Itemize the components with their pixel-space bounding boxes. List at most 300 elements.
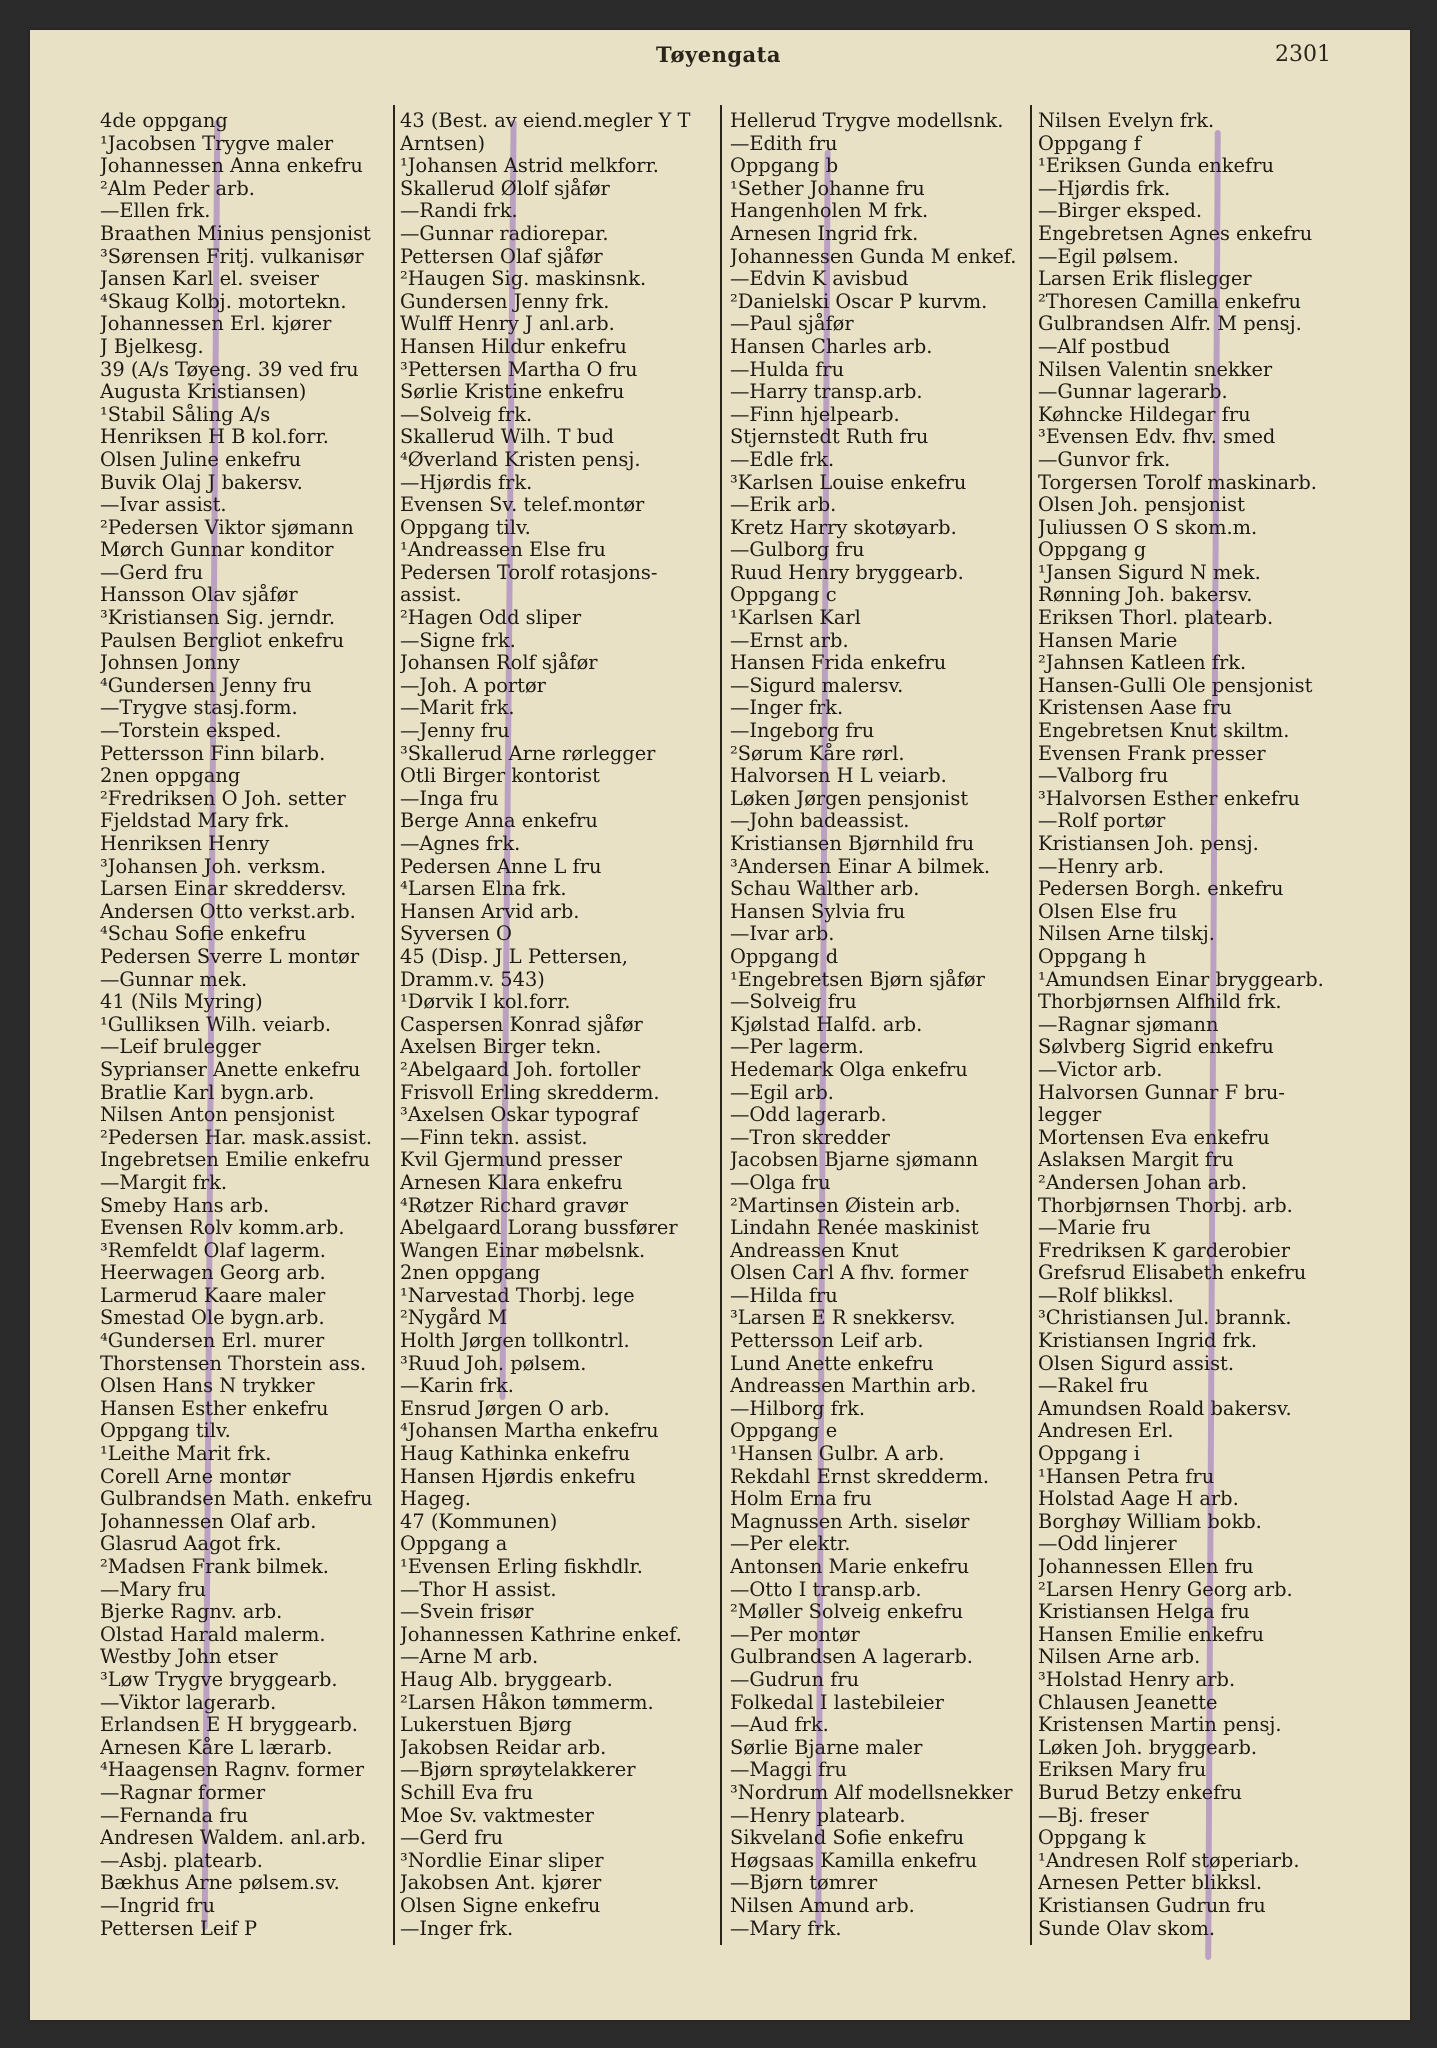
directory-entry: ⁴Schau Sofie enkefru (100, 923, 307, 946)
directory-entry: —Maggi fru (730, 1759, 847, 1782)
directory-entry: Skallerud Ølolf sjåfør (400, 177, 610, 200)
directory-entry: ²Abelgaard Joh. fortoller (400, 1058, 641, 1081)
directory-entry: —Bjørn tømrer (730, 1872, 878, 1895)
directory-entry: Borghøy William bokb. (1038, 1510, 1262, 1533)
directory-entry: Andreassen Knut (730, 1239, 899, 1262)
directory-entry: Oppgang a (400, 1533, 508, 1556)
directory-entry: Lund Anette enkefru (730, 1352, 934, 1375)
directory-entry: —Hilborg frk. (730, 1397, 865, 1420)
directory-entry: Pedersen Torolf rotasjons- (400, 561, 658, 584)
directory-entry: Ingebretsen Emilie enkefru (100, 1149, 370, 1172)
directory-entry: Nilsen Arne tilskj. (1038, 923, 1215, 946)
directory-entry: Chlausen Jeanette (1038, 1691, 1218, 1714)
directory-entry: ³Remfeldt Olaf lagerm. (100, 1239, 326, 1262)
directory-entry: —Ragnar former (100, 1781, 266, 1804)
directory-entry: —Ernst arb. (730, 629, 849, 652)
directory-entry: —Ingrid fru (100, 1894, 215, 1917)
directory-entry: —Per elektr. (730, 1533, 851, 1556)
directory-entry: Engebretsen Agnes enkefru (1038, 222, 1313, 245)
directory-entry: Smestad Ole bygn.arb. (100, 1307, 325, 1330)
directory-entry: Halvorsen Gunnar F bru- (1038, 1081, 1285, 1104)
directory-entry: Løken Jørgen pensjonist (730, 787, 969, 810)
directory-entry: Olsen Carl A fhv. former (730, 1262, 969, 1285)
directory-entry: —Odd linjerer (1038, 1533, 1177, 1556)
directory-entry: Lukerstuen Bjørg (400, 1714, 572, 1737)
directory-entry: Thorstensen Thorstein ass. (100, 1352, 367, 1375)
directory-entry: Ensrud Jørgen O arb. (400, 1397, 610, 1420)
directory-entry: assist. (400, 584, 462, 607)
directory-entry: ³Karlsen Louise enkefru (730, 471, 967, 494)
directory-entry: 2nen oppgang (100, 765, 241, 788)
directory-entry: —Victor arb. (1038, 1058, 1163, 1081)
directory-entry: Moe Sv. vaktmester (400, 1804, 594, 1827)
directory-entry: —Gunnar radiorepar. (400, 222, 609, 245)
directory-entry: —Olga fru (730, 1171, 831, 1194)
directory-entry: —Solveig frk. (400, 403, 533, 426)
directory-entry: —Gudrun fru (730, 1668, 860, 1691)
directory-entry: Pettersson Finn bilarb. (100, 742, 326, 765)
directory-entry: —Edith fru (730, 132, 838, 155)
directory-entry: Sikveland Sofie enkefru (730, 1827, 965, 1850)
directory-entry: —Tron skredder (730, 1126, 890, 1149)
directory-entry: Hansen Charles arb. (730, 335, 933, 358)
directory-entry: —Inga fru (400, 787, 499, 810)
directory-entry: Hansen Hildur enkefru (400, 335, 627, 358)
directory-entry: ¹Johansen Astrid melkforr. (400, 155, 659, 178)
directory-entry: Oppgang d (730, 945, 839, 968)
directory-entry: —Inger frk. (400, 1917, 514, 1940)
directory-entry: Sørlie Kristine enkefru (400, 381, 625, 404)
directory-entry: ²Nygård M (400, 1307, 508, 1330)
directory-entry: Kristensen Aase fru (1038, 697, 1232, 720)
directory-entry: Wulff Henry J anl.arb. (400, 313, 615, 336)
directory-entry: —Fernanda fru (100, 1804, 249, 1827)
directory-entry: Olsen Hans N trykker (100, 1375, 315, 1398)
directory-entry: Oppgang g (1038, 539, 1147, 562)
directory-entry: Stjernstedt Ruth fru (730, 426, 929, 449)
directory-entry: —Gulborg fru (730, 539, 865, 562)
directory-entry: —Leif brulegger (100, 1036, 261, 1059)
directory-entry: —Asbj. platearb. (100, 1849, 263, 1872)
directory-entry: —Gerd fru (100, 561, 204, 584)
directory-entry: Gulbrandsen A lagerarb. (730, 1646, 973, 1669)
directory-entry: Eriksen Mary fru (1038, 1759, 1207, 1782)
directory-entry: Frisvoll Erling skredderm. (400, 1081, 660, 1104)
directory-entry: Pedersen Sverre L montør (100, 945, 360, 968)
directory-entry: Dramm.v. 543) (400, 968, 545, 991)
directory-entry: Hansen Esther enkefru (100, 1397, 329, 1420)
directory-entry: —Karin frk. (400, 1375, 514, 1398)
directory-entry: Folkedal I lastebileier (730, 1691, 944, 1714)
directory-entry: ²Larsen Håkon tømmerm. (400, 1691, 654, 1714)
directory-entry: Johannessen Gunda M enkef. (730, 245, 1017, 268)
directory-entry: Olsen Signe enkefru (400, 1894, 601, 1917)
directory-entry: Johannessen Anna enkefru (100, 155, 363, 178)
directory-entry: —Edvin K avisbud (730, 268, 909, 291)
directory-entry: Hansen Hjørdis enkefru (400, 1465, 636, 1488)
directory-entry: Wangen Einar møbelsnk. (400, 1239, 646, 1262)
column-4 (1038, 110, 1378, 1940)
directory-entry: Ruud Henry bryggearb. (730, 561, 964, 584)
directory-entry: Rønning Joh. bakersv. (1038, 584, 1253, 607)
directory-entry: Johansen Rolf sjåfør (400, 652, 598, 675)
directory-entry: ¹Gulliksen Wilh. veiarb. (100, 1013, 332, 1036)
directory-entry: Amundsen Roald bakersv. (1038, 1397, 1292, 1420)
directory-entry: Mortensen Eva enkefru (1038, 1126, 1270, 1149)
directory-entry: Bækhus Arne pølsem.sv. (100, 1872, 340, 1895)
directory-entry: Grefsrud Elisabeth enkefru (1038, 1262, 1307, 1285)
directory-entry: Buvik Olaj J bakersv. (100, 471, 303, 494)
directory-entry: —Joh. A portør (400, 674, 546, 697)
directory-entry: 2nen oppgang (400, 1262, 541, 1285)
directory-entry: Jakobsen Reidar arb. (400, 1736, 607, 1759)
directory-entry: ⁴Øverland Kristen pensj. (400, 448, 641, 471)
directory-entry: Nilsen Arne arb. (1038, 1646, 1201, 1669)
directory-entry: Fredriksen K garderobier (1038, 1239, 1290, 1262)
directory-entry: Lindahn Renée maskinist (730, 1217, 979, 1240)
directory-entry: Jansen Karl el. sveiser (100, 268, 319, 291)
directory-entry: Hageg. (400, 1488, 471, 1511)
directory-entry: Hangenholen M frk. (730, 200, 929, 223)
directory-entry: Oppgang i (1038, 1443, 1140, 1466)
directory-entry: ⁴Johansen Martha enkefru (400, 1420, 659, 1443)
directory-entry: Oppgang c (730, 584, 837, 607)
directory-entry: Johannessen Ellen fru (1038, 1556, 1254, 1578)
directory-entry: ⁴Gundersen Erl. murer (100, 1330, 325, 1353)
directory-entry: Pettersson Leif arb. (730, 1330, 924, 1353)
directory-entry: —Aud frk. (730, 1714, 829, 1737)
directory-entry: Heerwagen Georg arb. (100, 1262, 326, 1285)
directory-entry: ²Thoresen Camilla enkefru (1038, 290, 1301, 313)
directory-entry: ¹Stabil Såling A/s (100, 403, 271, 426)
directory-entry: ⁴Larsen Elna frk. (400, 878, 567, 901)
directory-entry: Jacobsen Bjarne sjømann (730, 1149, 979, 1172)
directory-entry: Magnussen Arth. siselør (730, 1510, 970, 1533)
directory-entry: ²Larsen Henry Georg arb. (1038, 1578, 1293, 1601)
column-3 (730, 110, 1070, 1940)
directory-entry: —Ivar arb. (730, 923, 835, 946)
directory-entry: ²Madsen Frank bilmek. (100, 1556, 329, 1578)
directory-entry: —Arne M arb. (400, 1646, 539, 1669)
directory-entry: ³Larsen E R snekkersv. (730, 1307, 956, 1330)
directory-entry: Olsen Else fru (1038, 900, 1178, 923)
directory-entry: Olsen Sigurd assist. (1038, 1352, 1234, 1375)
directory-entry: —Henry platearb. (730, 1804, 906, 1827)
directory-entry: ²Hagen Odd sliper (400, 607, 582, 630)
directory-entry: —Egil pølsem. (1038, 245, 1179, 268)
directory-entry: ⁴Skaug Kolbj. motortekn. (100, 290, 347, 313)
directory-entry: ³Sørensen Fritj. vulkanisør (100, 245, 364, 268)
directory-entry: —Solveig fru (730, 991, 857, 1014)
directory-entry: —Rolf portør (1038, 810, 1166, 833)
directory-entry: ³Johansen Joh. verksm. (100, 855, 327, 878)
directory-entry: Berge Anna enkefru (400, 810, 598, 833)
directory-entry: Antonsen Marie enkefru (730, 1556, 970, 1578)
directory-entry: —Egil arb. (730, 1081, 834, 1104)
directory-entry: Oppgang e (730, 1420, 838, 1443)
directory-entry: ²Pedersen Har. mask.assist. (100, 1126, 372, 1149)
directory-entry: ³Holstad Henry arb. (1038, 1668, 1236, 1691)
directory-entry: Høgsaas Kamilla enkefru (730, 1849, 978, 1872)
directory-entry: Hansen Marie (1038, 629, 1178, 652)
directory-entry: —Ivar assist. (100, 494, 227, 517)
directory-entry: Thorbjørnsen Thorbj. arb. (1038, 1194, 1293, 1217)
directory-entry: Kretz Harry skotøyarb. (730, 516, 957, 539)
directory-entry: Juliussen O S skom.m. (1038, 516, 1258, 539)
directory-entry: Schau Walther arb. (730, 878, 920, 901)
directory-entry: Westby John etser (100, 1646, 278, 1669)
directory-entry: Syversen O (400, 923, 512, 946)
directory-entry: Johannessen Olaf arb. (100, 1510, 317, 1533)
directory-entry: —Svein frisør (400, 1601, 534, 1624)
directory-entry: —Edle frk. (730, 448, 835, 471)
directory-entry: ¹Amundsen Einar bryggearb. (1038, 968, 1324, 991)
directory-entry: —Rolf blikksl. (1038, 1284, 1174, 1307)
directory-entry: —Finn tekn. assist. (400, 1126, 588, 1149)
directory-entry: Oppgang k (1038, 1827, 1146, 1850)
directory-entry: ²Haugen Sig. maskinsnk. (400, 268, 647, 291)
directory-entry: Johannessen Kathrine enkef. (400, 1623, 682, 1646)
directory-entry: Jakobsen Ant. kjører (400, 1872, 602, 1895)
directory-entry: Halvorsen H L veiarb. (730, 765, 947, 788)
directory-entry: ³Pettersen Martha O fru (400, 358, 638, 381)
directory-entry: Hellerud Trygve modellsnk. (730, 110, 1004, 132)
directory-entry: ¹Hansen Petra fru (1038, 1465, 1215, 1488)
directory-entry: —Agnes frk. (400, 833, 521, 855)
directory-entry: ²Danielski Oscar P kurvm. (730, 290, 988, 313)
directory-entry: —Mary frk. (730, 1917, 842, 1940)
directory-entry: —Hulda fru (730, 358, 845, 381)
directory-entry: —Randi frk. (400, 200, 518, 223)
directory-entry: Evensen Frank presser (1038, 742, 1266, 765)
directory-entry: —Bj. freser (1038, 1804, 1149, 1827)
directory-entry: Aslaksen Margit fru (1038, 1149, 1234, 1172)
directory-entry: —Paul sjåfør (730, 313, 854, 336)
directory-entry: Hansson Olav sjåfør (100, 584, 298, 607)
directory-entry: —Rakel fru (1038, 1375, 1149, 1398)
directory-entry: Kristiansen Helga fru (1038, 1601, 1250, 1624)
directory-entry: 39 (A/s Tøyeng. 39 ved fru (100, 358, 359, 381)
directory-entry: Syprianser Anette enkefru (100, 1058, 361, 1081)
directory-entry: —Marie fru (1038, 1217, 1151, 1240)
directory-entry: —Viktor lagerarb. (100, 1691, 277, 1714)
directory-entry: Engebretsen Knut skiltm. (1038, 720, 1290, 743)
directory-entry: 43 (Best. av eiend.megler Y T (400, 110, 691, 132)
directory-entry: Køhncke Hildegar fru (1038, 403, 1251, 426)
directory-entry: Kristiansen Bjørnhild fru (730, 833, 975, 855)
directory-entry: Hansen Frida enkefru (730, 652, 947, 675)
directory-entry: Erlandsen E H bryggearb. (100, 1714, 358, 1737)
directory-entry: Pettersen Leif P (100, 1917, 257, 1940)
directory-entry: Haug Alb. bryggearb. (400, 1668, 613, 1691)
directory-entry: Sørlie Bjarne maler (730, 1736, 923, 1759)
column-2 (400, 110, 740, 1940)
directory-entry: Olstad Harald malerm. (100, 1623, 326, 1646)
directory-entry: ⁴Haagensen Ragnv. former (100, 1759, 364, 1782)
directory-entry: —Hilda fru (730, 1284, 838, 1307)
directory-entry: ³Halvorsen Esther enkefru (1038, 787, 1300, 810)
directory-entry: Skallerud Wilh. T bud (400, 426, 615, 449)
directory-entry: Kristiansen Gudrun fru (1038, 1894, 1266, 1917)
directory-entry: Gulbrandsen Math. enkefru (100, 1488, 373, 1511)
directory-entry: Nilsen Amund arb. (730, 1894, 915, 1917)
directory-entry: —Torstein eksped. (100, 720, 282, 743)
directory-entry: —Gunnar mek. (100, 968, 248, 991)
directory-entry: —Odd lagerarb. (730, 1104, 887, 1127)
directory-entry: Thorbjørnsen Alfhild frk. (1038, 991, 1282, 1014)
directory-entry: Larsen Einar skreddersv. (100, 878, 347, 901)
directory-entry: Paulsen Bergliot enkefru (100, 629, 345, 652)
page-number: 2301 (1275, 42, 1331, 67)
directory-entry: 45 (Disp. J L Pettersen, (400, 945, 628, 968)
directory-entry: ¹Narvestad Thorbj. lege (400, 1284, 635, 1307)
directory-entry: ¹Eriksen Gunda enkefru (1038, 155, 1274, 178)
directory-entry: ¹Dørvik I kol.forr. (400, 991, 571, 1014)
directory-entry: —Bjørn sprøytelakkerer (400, 1759, 636, 1782)
directory-entry: ²Fredriksen O Joh. setter (100, 787, 346, 810)
directory-entry: Holth Jørgen tollkontrl. (400, 1330, 630, 1353)
directory-entry: Henriksen H B kol.forr. (100, 426, 329, 449)
directory-entry: Bjerke Ragnv. arb. (100, 1601, 283, 1624)
directory-entry: ³Skallerud Arne rørlegger (400, 742, 656, 765)
directory-entry: Mørch Gunnar konditor (100, 539, 334, 562)
directory-entry: —Per lagerm. (730, 1036, 864, 1059)
directory-entry: ³Andersen Einar A bilmek. (730, 855, 991, 878)
directory-entry: Arnesen Klara enkefru (400, 1171, 623, 1194)
directory-entry: 41 (Nils Myring) (100, 991, 263, 1014)
directory-entry: —Otto I transp.arb. (730, 1578, 922, 1601)
directory-entry: ²Pedersen Viktor sjømann (100, 516, 354, 539)
directory-entry: —Gunnar lagerarb. (1038, 381, 1228, 404)
directory-entry: ¹Jacobsen Trygve maler (100, 132, 334, 155)
directory-entry: Hansen Arvid arb. (400, 900, 580, 923)
directory-entry: ⁴Gundersen Jenny fru (100, 674, 312, 697)
directory-entry: Oppgang tilv. (400, 516, 531, 539)
directory-entry: Olsen Joh. pensjonist (1038, 494, 1245, 517)
directory-entry: Pettersen Olaf sjåfør (400, 245, 603, 268)
directory-entry: Kvil Gjermund presser (400, 1149, 622, 1172)
directory-entry: ³Evensen Edv. fhv. smed (1038, 426, 1276, 449)
directory-entry: Axelsen Birger tekn. (400, 1036, 602, 1059)
directory-entry: Hansen-Gulli Ole pensjonist (1038, 674, 1313, 697)
directory-entry: Sunde Olav skom. (1038, 1917, 1216, 1940)
directory-entry: ³Nordrum Alf modellsnekker (730, 1781, 1013, 1804)
directory-entry: Arnesen Kåre L lærarb. (100, 1736, 333, 1759)
directory-entry: Sølvberg Sigrid enkefru (1038, 1036, 1274, 1059)
directory-entry: —Alf postbud (1038, 335, 1171, 358)
directory-entry: ³Christiansen Jul. brannk. (1038, 1307, 1292, 1330)
directory-entry: ³Løw Trygve bryggearb. (100, 1668, 338, 1691)
directory-entry: Evensen Rolv komm.arb. (100, 1217, 345, 1240)
directory-entry: Burud Betzy enkefru (1038, 1781, 1243, 1804)
directory-entry: Kristiansen Joh. pensj. (1038, 833, 1259, 855)
directory-entry: Arnesen Petter blikksl. (1038, 1872, 1263, 1895)
directory-entry: Rekdahl Ernst skredderm. (730, 1465, 990, 1488)
directory-entry: —Harry transp.arb. (730, 381, 923, 404)
directory-entry: —Finn hjelpearb. (730, 403, 900, 426)
directory-entry: ²Andersen Johan arb. (1038, 1171, 1248, 1194)
directory-entry: Andresen Erl. (1038, 1420, 1174, 1443)
directory-entry: ¹Engebretsen Bjørn sjåfør (730, 968, 985, 991)
directory-entry: —Trygve stasj.form. (100, 697, 298, 720)
directory-entry: Gundersen Jenny frk. (400, 290, 610, 313)
directory-entry: Oppgang f (1038, 132, 1141, 155)
directory-entry: —Valborg fru (1038, 765, 1169, 788)
directory-entry: ¹Leithe Marit frk. (100, 1443, 272, 1466)
directory-entry: —Inger frk. (730, 697, 844, 720)
directory-entry: ¹Andresen Rolf støperiarb. (1038, 1849, 1300, 1872)
directory-entry: —Gerd fru (400, 1827, 504, 1850)
directory-entry: —Ragnar sjømann (1038, 1013, 1219, 1036)
directory-entry: Braathen Minius pensjonist (100, 222, 371, 245)
directory-entry: Holstad Aage H arb. (1038, 1488, 1239, 1511)
directory-entry: —Signe frk. (400, 629, 516, 652)
directory-entry: —Mary fru (100, 1578, 207, 1601)
directory-entry: ¹Evensen Erling fiskhdlr. (400, 1556, 643, 1578)
directory-entry: Gulbrandsen Alfr. M pensj. (1038, 313, 1302, 336)
directory-entry: ¹Andreassen Else fru (400, 539, 606, 562)
directory-entry: Løken Joh. bryggearb. (1038, 1736, 1258, 1759)
directory-entry: Johannessen Erl. kjører (100, 313, 332, 336)
directory-entry: ¹Karlsen Karl (730, 607, 861, 630)
directory-entry: Holm Erna fru (730, 1488, 872, 1511)
directory-entry: —Birger eksped. (1038, 200, 1203, 223)
directory-entry: ³Kristiansen Sig. jerndr. (100, 607, 335, 630)
column-1 (100, 110, 440, 1940)
directory-entry: Pedersen Anne L fru (400, 855, 602, 878)
directory-entry: Bratlie Karl bygn.arb. (100, 1081, 315, 1104)
directory-entry: —Ingeborg fru (730, 720, 875, 743)
directory-entry: Oppgang b (730, 155, 839, 178)
directory-entry: Smeby Hans arb. (100, 1194, 270, 1217)
directory-entry: —Thor H assist. (400, 1578, 557, 1601)
directory-entry: Henriksen Henry (100, 833, 270, 855)
directory-entry: —Sigurd malersv. (730, 674, 904, 697)
directory-entry: Schill Eva fru (400, 1781, 534, 1804)
directory-entry: Arntsen) (400, 132, 486, 155)
directory-entry: ¹Jansen Sigurd N mek. (1038, 561, 1261, 584)
directory-entry: Larmerud Kaare maler (100, 1284, 326, 1307)
directory-entry: Oppgang h (1038, 945, 1147, 968)
directory-entry: ⁴Røtzer Richard gravør (400, 1194, 629, 1217)
directory-entry: legger (1038, 1104, 1102, 1127)
directory-entry: —Hjørdis frk. (1038, 177, 1171, 200)
directory-entry: ²Alm Peder arb. (100, 177, 255, 200)
directory-entry: ¹Sether Johanne fru (730, 177, 925, 200)
directory-entry: —Henry arb. (1038, 855, 1165, 878)
directory-entry: —Ellen frk. (100, 200, 211, 223)
directory-entry: —Gunvor frk. (1038, 448, 1171, 471)
directory-entry: Fjeldstad Mary frk. (100, 810, 290, 833)
directory-entry: Kristensen Martin pensj. (1038, 1714, 1282, 1737)
directory-entry: —Jenny fru (400, 720, 510, 743)
directory-entry: —Per montør (730, 1623, 860, 1646)
directory-entry: ³Axelsen Oskar typograf (400, 1104, 639, 1127)
directory-entry: ³Nordlie Einar sliper (400, 1849, 604, 1872)
directory-entry: —Marit frk. (400, 697, 515, 720)
directory-entry: Nilsen Anton pensjonist (100, 1104, 335, 1127)
directory-entry: —John badeassist. (730, 810, 910, 833)
directory-entry: Johnsen Jonny (100, 652, 240, 675)
directory-entry: Kjølstad Halfd. arb. (730, 1013, 923, 1036)
directory-entry: —Hjørdis frk. (400, 471, 533, 494)
directory-entry: Andresen Waldem. anl.arb. (100, 1827, 367, 1850)
directory-entry: Torgersen Torolf maskinarb. (1038, 471, 1317, 494)
directory-entry: Andreassen Marthin arb. (730, 1375, 977, 1398)
directory-entry: Otli Birger kontorist (400, 765, 600, 788)
directory-entry: Augusta Kristiansen) (100, 381, 307, 404)
directory-entry: ¹Hansen Gulbr. A arb. (730, 1443, 945, 1466)
